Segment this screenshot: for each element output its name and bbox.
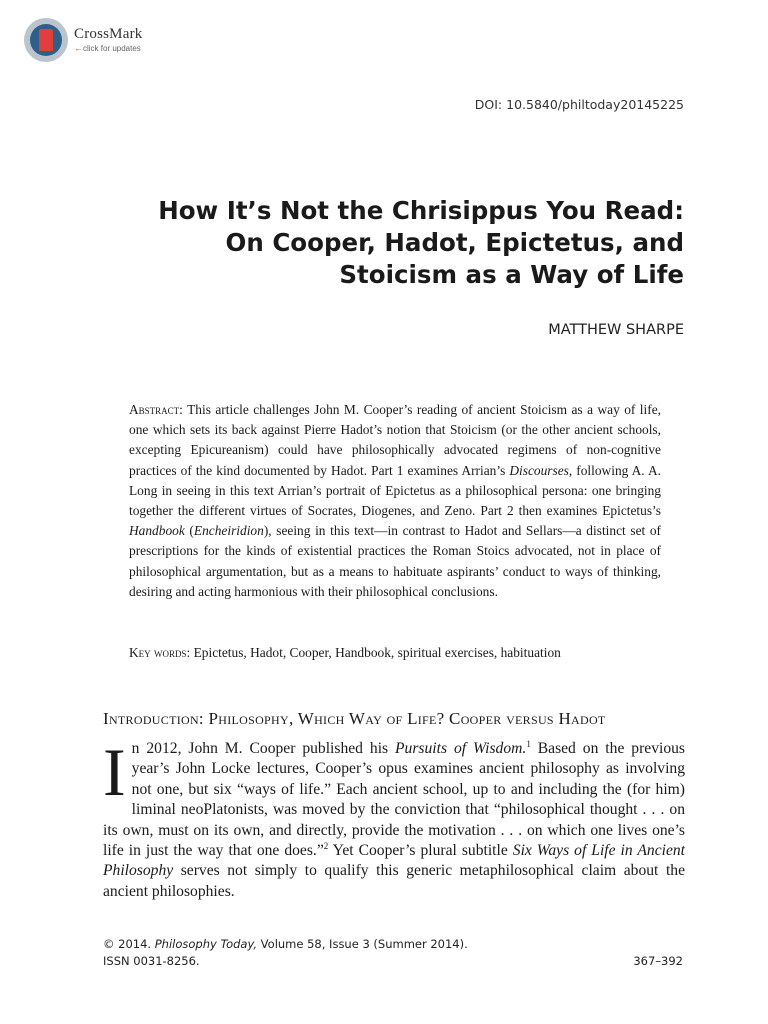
body-text: Yet Cooper’s plural subtitle	[328, 842, 513, 860]
issn-row	[103, 953, 683, 970]
abstract-label: Abstract:	[129, 402, 183, 417]
copyright-line	[103, 936, 683, 953]
title-line-1: How It’s Not the Chrisippus You Read:	[158, 196, 684, 225]
keywords-label: Key words:	[129, 645, 191, 660]
body-italic: Pursuits of Wisdom.	[395, 740, 527, 757]
page-footer	[103, 936, 683, 970]
crossmark-label: CrossMark	[74, 26, 143, 42]
keywords-text: Epictetus, Hadot, Cooper, Handbook, spiritual exercises, habituation	[190, 645, 561, 660]
body-italic: Six Ways of Life in Ancient Philosophy	[103, 842, 685, 880]
arrow-left-icon: ←	[74, 43, 83, 53]
article-title	[84, 195, 684, 291]
crossmark-subtitle-text: click for updates	[83, 44, 141, 53]
drop-cap: I	[103, 734, 126, 810]
body-text: Based on the previous year’s John Locke lectures, Cooper’s opus examines ancient philosophy as involving not one, but six “ways of life.” Each ancient school, up to and including the (for him) liminal neoPlatonists, was moved by the conviction that “philosophical thought . . . on its own, must on its own, and directly, provide the motivation . . . on which one lives one’s life in just the way that one does.”	[103, 740, 685, 860]
issn: ISSN 0031-8256.	[103, 954, 200, 968]
footnote-ref-1[interactable]: 1	[526, 738, 531, 749]
body-text: serves not simply to qualify this generic metaphilosophical claim about the ancient philosophies.	[103, 862, 685, 900]
keywords	[129, 643, 669, 663]
abstract-italic: Handbook	[129, 523, 185, 539]
title-line-3: Stoicism as a Way of Life	[339, 260, 684, 289]
body-text: n 2012, John M. Cooper published his	[131, 740, 396, 757]
crossmark-text	[74, 27, 142, 53]
crossmark-subtitle	[74, 44, 142, 53]
abstract-text: This article challenges John M. Cooper’s reading of ancient Stoicism as a way of life, one which sets its back against Pierre Hadot’s notion that Stoicism (or the other ancient schools, excepting Epicureanism) could have philosophically advocated regimens of non-cognitive practices of the kind documented by Hadot. Part 1 examines Arrian’s	[129, 402, 661, 478]
crossmark-badge[interactable]	[24, 18, 142, 62]
page-range: 367–392	[633, 954, 683, 968]
section-heading: Introduction: Philosophy, Which Way of Life? Cooper versus Hadot	[103, 709, 606, 728]
abstract-text: (	[184, 523, 194, 539]
body-paragraph	[103, 734, 685, 902]
abstract-text: , following A. A. Long in seeing in this text Arrian’s portrait of Epictetus as a philosophical persona: one bringing together the different virtues of Socrates, Diogenes, and Zeno. Part 2 then examines Epictetus’s	[129, 462, 661, 519]
author-name: MATTHEW SHARPE	[548, 322, 684, 338]
crossmark-logo-icon	[24, 18, 68, 62]
abstract-italic: Discourses	[509, 462, 569, 478]
footnote-ref-2[interactable]: 2	[323, 840, 329, 851]
abstract-text: ), seeing in this text—in contrast to Hadot and Sellars—a distinct set of prescriptions for the kinds of existential practices the Roman Stoics advocated, not in place of philosophical argumentation, but as a means to habituate aspirants’ conduct to ways of thinking, desiring and acting harmonious with their philosophical conclusions.	[129, 523, 662, 599]
volume-info: Volume 58, Issue 3 (Summer 2014).	[257, 937, 468, 951]
doi-reference: DOI: 10.5840/philtoday20145225	[474, 97, 684, 112]
journal-name: Philosophy Today,	[154, 937, 258, 951]
copyright-text: © 2014.	[103, 937, 155, 951]
title-line-2: On Cooper, Hadot, Epictetus, and	[225, 228, 684, 257]
abstract-italic: Encheiridion	[193, 523, 264, 539]
abstract	[129, 400, 661, 602]
